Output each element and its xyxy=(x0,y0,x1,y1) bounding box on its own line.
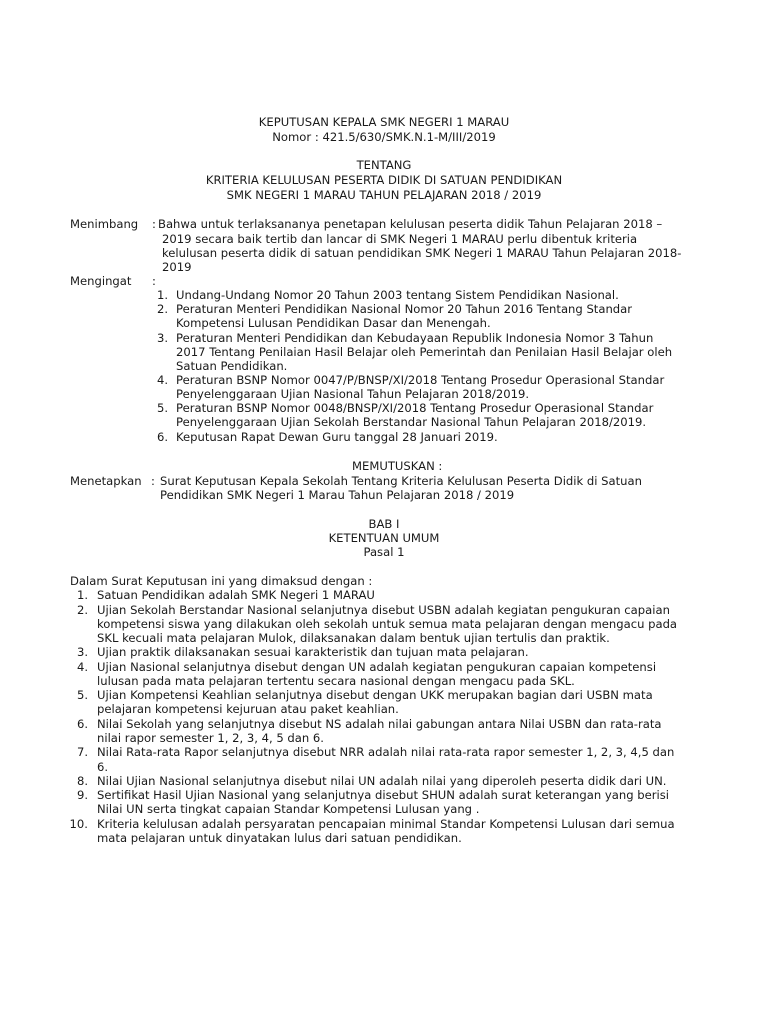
item-number: 3. xyxy=(156,331,168,345)
document-title: KEPUTUSAN KEPALA SMK NEGERI 1 MARAU xyxy=(258,115,510,129)
item-text: Peraturan BSNP Nomor 0048/BNSP/XI/2018 Tentang Prosedur Operasional Standar xyxy=(176,401,654,415)
menimbang-line: 2019 secara baik tertib dan lancar di SMK Negeri 1 MARAU perlu dibentuk kriteria xyxy=(162,232,638,246)
item-number: 1. xyxy=(76,588,88,602)
item-text: Peraturan BSNP Nomor 0047/P/BNSP/XI/2018 Tentang Prosedur Operasional Standar xyxy=(176,373,665,387)
item-number: 4. xyxy=(156,373,168,387)
item-text: Penyelenggaraan Ujian Nasional Tahun Pelajaran 2018/2019. xyxy=(176,387,530,401)
item-text: Satuan Pendidikan. xyxy=(176,359,288,373)
item-text: 6. xyxy=(97,760,109,774)
menetapkan-label: Menetapkan xyxy=(70,474,142,488)
item-text: Penyelenggaraan Ujian Sekolah Berstandar Nasional Tahun Pelajaran 2018/2019. xyxy=(176,415,647,429)
menimbang-line: 2019 xyxy=(162,260,192,274)
menetapkan-line: Pendidikan SMK Negeri 1 Marau Tahun Pelajaran 2018 / 2019 xyxy=(160,488,515,502)
item-number: 2. xyxy=(76,603,88,617)
mengingat-colon: : xyxy=(152,274,156,288)
item-number: 1. xyxy=(156,288,168,302)
item-text: Satuan Pendidikan adalah SMK Negeri 1 MARAU xyxy=(97,588,375,602)
menimbang-line: kelulusan peserta didik di satuan pendidikan SMK Negeri 1 MARAU Tahun Pelajaran 2018- xyxy=(162,246,682,260)
item-text: SKL kecuali mata pelajaran Mulok, dilaksanakan dalam bentuk ujian tertulis dan praktik. xyxy=(97,631,610,645)
item-text: Nilai Rata-rata Rapor selanjutnya disebut NRR adalah nilai rata-rata rapor semester 1, 2, 3, 4,5 dan xyxy=(97,745,675,759)
item-number: 9. xyxy=(76,788,88,802)
menimbang-colon: : xyxy=(152,217,156,231)
item-text: Kriteria kelulusan adalah persyaratan pencapaian minimal Standar Kompetensi Lulusan dari semua xyxy=(97,817,675,831)
pasal-heading: Pasal 1 xyxy=(363,545,405,559)
item-number: 10. xyxy=(69,817,88,831)
item-text: Peraturan Menteri Pendidikan dan Kebudayaan Republik Indonesia Nomor 3 Tahun xyxy=(176,331,654,345)
subject-line-2: SMK NEGERI 1 MARAU TAHUN PELAJARAN 2018 / 2019 xyxy=(226,188,542,202)
item-text: Ujian Kompetensi Keahlian selanjutnya disebut dengan UKK merupakan bagian dari USBN mata xyxy=(97,688,653,702)
bab-heading: BAB I xyxy=(368,517,400,531)
bab-title: KETENTUAN UMUM xyxy=(328,531,440,545)
tentang-heading: TENTANG xyxy=(356,158,412,172)
item-text: 2017 Tentang Penilaian Hasil Belajar oleh Pemerintah dan Penilaian Hasil Belajar oleh xyxy=(176,345,673,359)
item-number: 3. xyxy=(76,645,88,659)
item-number: 6. xyxy=(76,717,88,731)
item-text: mata pelajaran untuk dinyatakan lulus dari satuan pendidikan. xyxy=(97,831,462,845)
menimbang-line: Bahwa untuk terlaksananya penetapan kelulusan peserta didik Tahun Pelajaran 2018 – xyxy=(158,217,663,231)
item-number: 4. xyxy=(76,660,88,674)
item-text: Kompetensi Lulusan Pendidikan Dasar dan Menengah. xyxy=(176,316,491,330)
item-text: Ujian praktik dilaksanakan sesuai karakteristik dan tujuan mata pelajaran. xyxy=(97,645,529,659)
item-text: lulusan pada mata pelajaran tertentu secara nasional dengan mengacu pada SKL. xyxy=(97,674,575,688)
item-text: kompetensi siswa yang dilakukan oleh sekolah untuk semua mata pelajaran dengan mengacu pada xyxy=(97,617,678,631)
item-number: 5. xyxy=(156,401,168,415)
definitions-intro: Dalam Surat Keputusan ini yang dimaksud dengan : xyxy=(70,574,373,588)
item-text: pelajaran kompetensi kejuruan atau paket keahlian. xyxy=(97,702,399,716)
item-text: Nilai Ujian Nasional selanjutnya disebut nilai UN adalah nilai yang diperoleh peserta didik dari UN. xyxy=(97,774,667,788)
item-text: nilai rapor semester 1, 2, 3, 4, 5 dan 6. xyxy=(97,731,324,745)
item-number: 2. xyxy=(156,302,168,316)
item-text: Nilai Sekolah yang selanjutnya disebut NS adalah nilai gabungan antara Nilai USBN dan rata-rata xyxy=(97,717,662,731)
item-text: Keputusan Rapat Dewan Guru tanggal 28 Januari 2019. xyxy=(176,430,498,444)
document-number: Nomor : 421.5/630/SMK.N.1-M/III/2019 xyxy=(272,130,496,144)
mengingat-label: Mengingat xyxy=(70,274,132,288)
item-text: Sertifikat Hasil Ujian Nasional yang selanjutnya disebut SHUN adalah surat keterangan yang berisi xyxy=(97,788,669,802)
memutuskan-heading: MEMUTUSKAN : xyxy=(352,459,443,473)
menimbang-label: Menimbang xyxy=(70,217,139,231)
item-number: 7. xyxy=(76,745,88,759)
menetapkan-colon: : xyxy=(151,474,155,488)
item-text: Ujian Nasional selanjutnya disebut dengan UN adalah kegiatan pengukuran capaian kompetensi xyxy=(97,660,657,674)
item-number: 6. xyxy=(156,430,168,444)
item-text: Undang-Undang Nomor 20 Tahun 2003 tentang Sistem Pendidikan Nasional. xyxy=(176,288,619,302)
item-text: Nilai UN serta tingkat capaian Standar Kompetensi Lulusan yang . xyxy=(97,802,480,816)
item-number: 8. xyxy=(76,774,88,788)
menetapkan-line: Surat Keputusan Kepala Sekolah Tentang Kriteria Kelulusan Peserta Didik di Satuan xyxy=(160,474,642,488)
item-number: 5. xyxy=(76,688,88,702)
item-text: Ujian Sekolah Berstandar Nasional selanjutnya disebut USBN adalah kegiatan pengukuran capaian xyxy=(97,603,670,617)
item-text: Peraturan Menteri Pendidikan Nasional Nomor 20 Tahun 2016 Tentang Standar xyxy=(176,302,633,316)
subject-line-1: KRITERIA KELULUSAN PESERTA DIDIK DI SATUAN PENDIDIKAN xyxy=(205,173,563,187)
